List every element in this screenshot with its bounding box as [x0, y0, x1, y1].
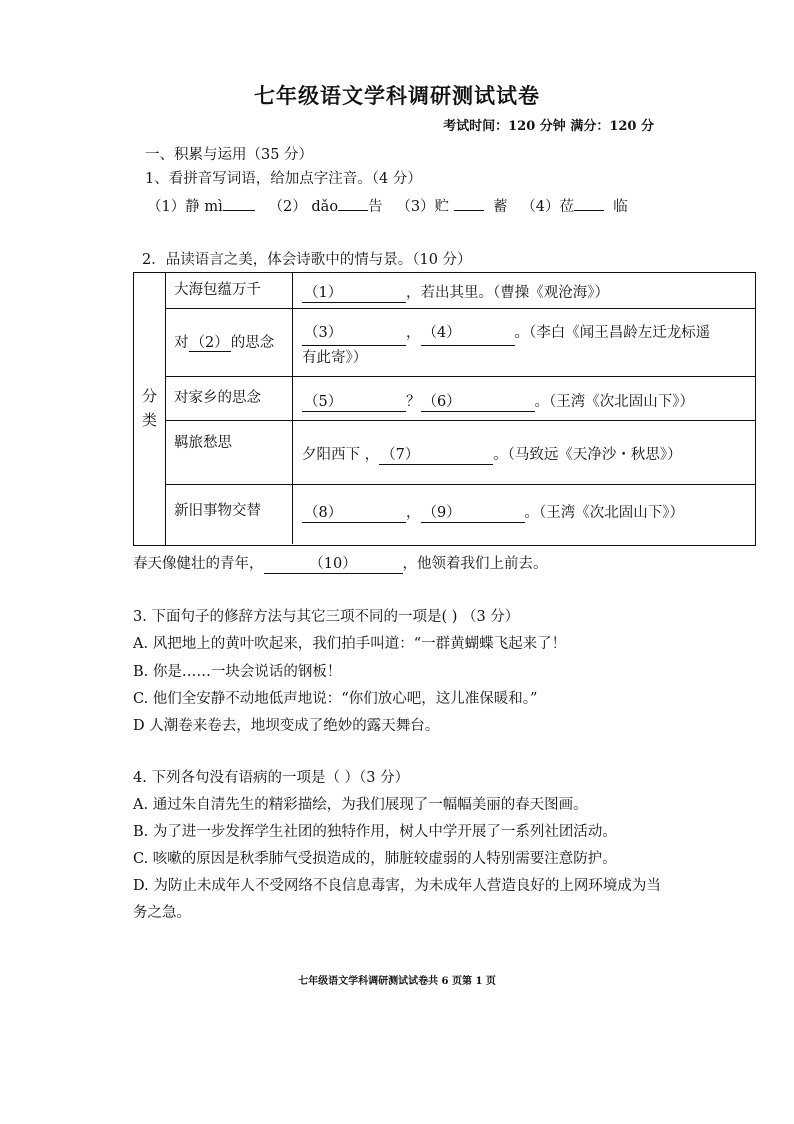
q1-item-4b: 临 [613, 199, 628, 215]
answer-blank[interactable] [454, 196, 484, 211]
table-row [166, 377, 755, 421]
row-text: 。（李白《闻王昌龄左迁龙标遥 [514, 325, 711, 341]
q4-stem: 4. 下列各句没有语病的一项是（ ）（3 分） [133, 770, 410, 786]
q1-item-3b: 蓄 [492, 199, 508, 215]
q3-option-c: C. 他们全安静不动地低声地说：“你们放心吧，这儿准保暖和。” [133, 691, 538, 707]
row-label [166, 309, 293, 376]
q4-option-d-cont: 务之急。 [133, 905, 191, 921]
answer-blank[interactable]: （6） [421, 390, 535, 412]
answer-blank[interactable]: （2） [190, 335, 229, 351]
row-label-post: 的思念 [230, 335, 275, 351]
q1-item-3: （3）贮 [396, 199, 450, 215]
row-label: 大海包蕴万千 [166, 273, 293, 308]
answer-blank[interactable] [574, 196, 604, 211]
answer-blank[interactable]: （1） [302, 281, 406, 303]
q1-item-1: （1）静 mì [147, 199, 223, 215]
row-text: ？ [406, 394, 421, 410]
row-content [302, 321, 749, 370]
row-text: ，他领着我们上前去。 [402, 556, 548, 572]
q1-item-2b: 告 [368, 199, 383, 215]
q4-option-b: B. 为了进一步发挥学生社团的独特作用，树人中学开展了一系列社团活动。 [133, 824, 617, 840]
answer-blank[interactable]: （10） [264, 552, 403, 574]
row-text: ， [406, 505, 421, 521]
poetry-table [133, 272, 756, 546]
row-content [302, 501, 749, 523]
answer-blank[interactable]: （4） [421, 321, 515, 346]
q1-stem: 1、看拼音写词语，给加点字注音。（4 分） [145, 171, 422, 187]
page-title: 七年级语文学科调研测试试卷 [254, 83, 540, 108]
row-content [302, 281, 749, 303]
row-content [302, 390, 749, 412]
answer-blank[interactable]: （9） [421, 501, 525, 523]
q3-option-d: D 人潮卷来卷去，地坝变成了绝妙的露天舞台。 [133, 718, 440, 734]
category-char-1: 分 [142, 387, 158, 405]
exam-info: 考试时间：120 分钟 满分：120 分 [443, 119, 654, 134]
answer-blank[interactable]: （3） [302, 321, 406, 346]
row-text: 。（王湾《次北固山下》） [524, 505, 684, 521]
q3-option-a: A. 风把地上的黄叶吹起来，我们拍手叫道：“一群黄蝴蝶飞起来了！ [133, 636, 567, 652]
table-row [166, 273, 755, 309]
row-label: 羁旅愁思 [166, 421, 293, 484]
q2-stem: 2．品读语言之美，体会诗歌中的情与景。（10 分） [142, 252, 472, 268]
q3-stem: 3. 下面句子的修辞方法与其它三项不同的一项是( ) （3 分） [133, 609, 520, 625]
q2-after-line [133, 552, 548, 574]
q1-items [147, 195, 628, 216]
row-text: ，若出其里。（曹操《观沧海》） [406, 285, 609, 301]
q4-option-a: A. 通过朱自清先生的精彩描绘，为我们展现了一幅幅美丽的春天图画。 [133, 797, 588, 813]
answer-blank[interactable] [338, 196, 368, 211]
q4-option-c: C. 咳嗽的原因是秋季肺气受损造成的，肺脏较虚弱的人特别需要注意防护。 [133, 851, 617, 867]
answer-blank[interactable]: （8） [302, 501, 406, 523]
q3-option-b: B. 你是……一块会说话的钢板！ [133, 664, 342, 680]
category-column [134, 273, 166, 545]
page-footer: 七年级语文学科调研测试试卷共 6 页第 1 页 [298, 976, 496, 987]
row-text: 。（马致远《天净沙・秋思》） [493, 447, 682, 463]
row-text: ， [406, 325, 421, 341]
category-char-2: 类 [142, 411, 158, 429]
section-heading: 一、积累与运用（35 分） [145, 147, 314, 163]
row-label: 新旧事物交替 [166, 485, 293, 544]
row-label-pre: 对 [174, 335, 189, 351]
table-row [166, 485, 755, 544]
row-text: 有此寄》） [302, 350, 368, 366]
q1-item-4: （4）莅 [521, 199, 575, 215]
q1-item-2: （2） dǎo [268, 199, 339, 215]
table-row [166, 421, 755, 485]
row-text: 夕阳西下 ， [302, 447, 380, 463]
q4-option-d: D. 为防止未成年人不受网络不良信息毒害，为未成年人营造良好的上网环境成为当 [133, 878, 661, 894]
row-text: 。（王湾《次北固山下》） [534, 394, 694, 410]
row-text: 春天像健壮的青年， [133, 556, 264, 572]
table-row [166, 309, 755, 377]
row-label: 对家乡的思念 [166, 377, 293, 420]
answer-blank[interactable] [223, 196, 255, 211]
row-content [302, 443, 749, 465]
answer-blank[interactable]: （5） [302, 390, 406, 412]
answer-blank[interactable]: （7） [379, 443, 493, 465]
